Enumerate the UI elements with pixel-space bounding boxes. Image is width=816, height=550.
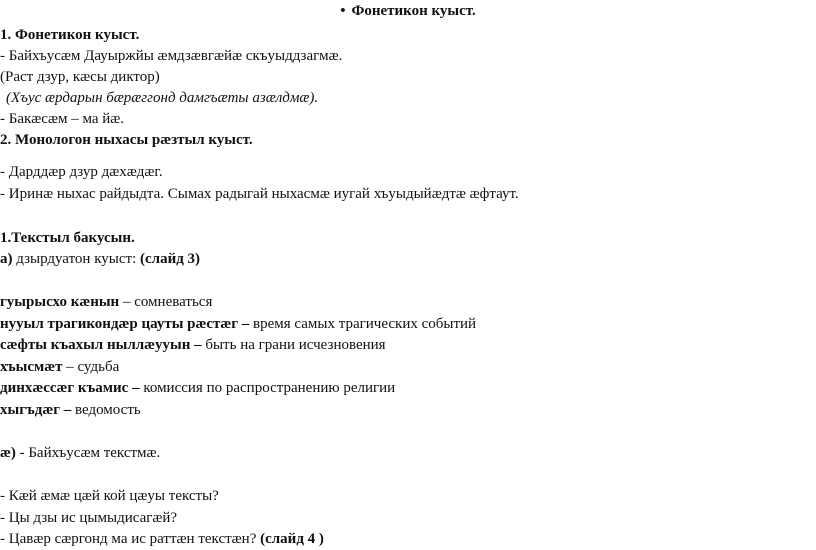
section-1-line-3: (Хъус æрдарын бæрæггонд дамгъæты азæлдмæ). [6, 90, 319, 106]
section-2-heading: 2. Монологон ныхасы рæзтыл куыст. [0, 132, 253, 148]
vocab-item [0, 379, 395, 397]
vocab-separator: – [128, 380, 144, 396]
vocab-separator: – [190, 337, 206, 353]
vocab-separator: – [119, 294, 135, 310]
vocab-gloss: ведомость [75, 402, 141, 418]
question-2: - Цы дзы ис цымыдисагæй? [0, 510, 178, 526]
vocab-term: хыгъдæг [0, 402, 60, 418]
task-ae-text: - Байхъусæм текстмæ. [15, 445, 161, 461]
task-ae-label: æ) [0, 445, 16, 461]
question-3-text: - Цавæр сæргонд ма ис раттæн текстæн? [0, 531, 261, 547]
vocab-item [0, 401, 141, 419]
vocab-gloss: комиссия по распространению религии [143, 380, 396, 396]
vocab-separator: – [62, 359, 78, 375]
section-4-task [0, 444, 160, 462]
subtask-a-label: а) [0, 251, 13, 267]
vocab-term: нууыл трагикондæр цауты рæстæг [0, 316, 239, 332]
question-1: - Кæй æмæ цæй кой цæуы тексты? [0, 488, 219, 504]
section-3-heading: 1.Текстыл бакусын. [0, 230, 135, 246]
vocab-term: гуырысхо кæнын [0, 294, 120, 310]
vocab-separator: – [60, 402, 75, 418]
vocab-gloss: быть на грани исчезновения [205, 337, 386, 353]
section-1-line-2: (Раст дзур, кæсы диктор) [0, 69, 160, 85]
vocab-term: сæфты къахыл ныллæууын [0, 337, 191, 353]
vocab-gloss: судьба [77, 359, 120, 375]
vocab-term: динхæссæг къамис [0, 380, 129, 396]
section-1-line-1: - Байхъусæм Дауыржйы æмдзæвгæйæ скъуыддзагмæ. [0, 48, 343, 64]
section-3-subtask-a [0, 250, 200, 268]
section-1-line-4: - Бакæсæм – ма йæ. [0, 111, 125, 127]
vocab-gloss: время самых трагических событий [253, 316, 477, 332]
vocab-separator: – [238, 316, 254, 332]
section-2-line-2: - Иринæ ныхас райдыдта. Сымах радыгай ныхасмæ иугай хъуыдыйæдтæ æфтаут. [0, 186, 519, 202]
section-1-heading: 1. Фонетикон куыст. [0, 27, 140, 43]
bullet-icon: • [340, 3, 346, 19]
vocab-item [0, 358, 119, 376]
question-3-slide: (слайд 4 ) [260, 531, 324, 547]
page-title [0, 2, 816, 20]
question-3 [0, 530, 324, 548]
vocab-term: хъысмæт [0, 359, 63, 375]
vocab-gloss: сомневаться [134, 294, 213, 310]
section-2-line-1: - Дарддæр дзур дæхæдæг. [0, 164, 163, 180]
subtask-a-text: дзырдуатон куыст: [12, 251, 140, 267]
vocab-item [0, 293, 212, 311]
page-title-text: Фонетикон куыст. [351, 3, 476, 19]
vocab-item [0, 336, 386, 354]
vocab-item [0, 315, 476, 333]
subtask-a-slide: (слайд 3) [140, 251, 201, 267]
